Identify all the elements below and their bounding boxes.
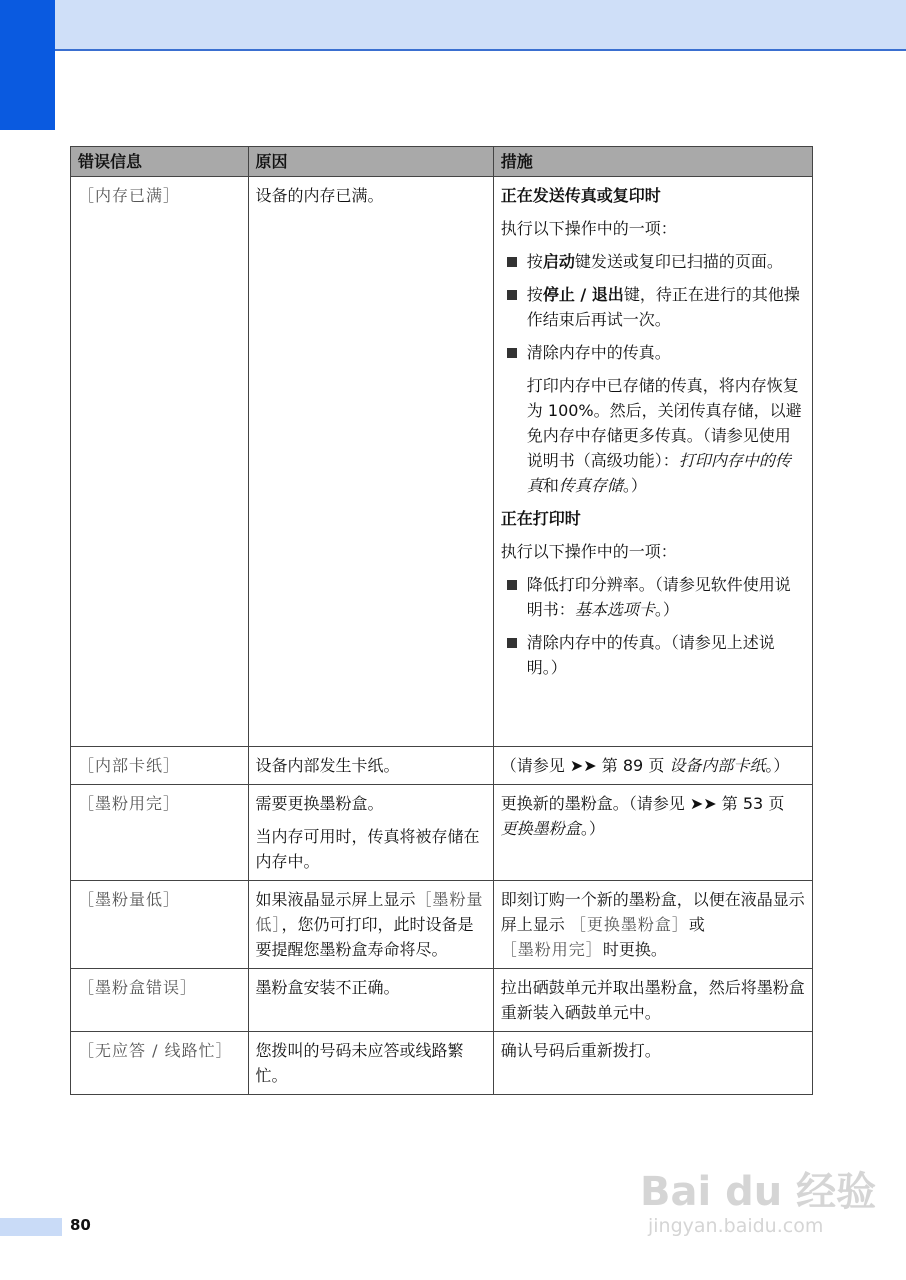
page-number: 80 xyxy=(70,1216,91,1234)
text: ，您仍可打印，此时设备是要提醒您墨粉盒寿命将尽。 xyxy=(255,915,474,959)
cause: 墨粉盒安装不正确。 xyxy=(248,969,493,1032)
bullet-item xyxy=(501,572,805,622)
lcd-message: ［更换墨粉盒］ xyxy=(569,915,689,934)
table-row xyxy=(71,969,813,1032)
bullet-item xyxy=(501,249,805,274)
table-row xyxy=(71,177,813,747)
action xyxy=(493,177,812,747)
subheading: 正在打印时 xyxy=(500,509,581,528)
text: 键发送或复印已扫描的页面。 xyxy=(574,252,783,271)
top-banner xyxy=(0,0,906,51)
subheading: 正在发送传真或复印时 xyxy=(500,186,661,205)
key-name: 启动 xyxy=(542,252,575,271)
intro: 执行以下操作中的一项： xyxy=(500,542,677,561)
key-name: 停止 / 退出 xyxy=(542,285,624,304)
text: 即刻订购一个新的墨粉盒，以便在液晶显示屏上显示 xyxy=(500,890,805,934)
cause xyxy=(248,785,493,881)
text: （请参见 ➤➤ 第 89 页 xyxy=(500,756,670,775)
text: 时更换。 xyxy=(602,940,667,959)
bullet-icon xyxy=(507,290,517,300)
intro: 执行以下操作中的一项： xyxy=(500,219,677,238)
action: 确认号码后重新拨打。 xyxy=(493,1032,812,1095)
action: 拉出硒鼓单元并取出墨粉盒，然后将墨粉盒重新装入硒鼓单元中。 xyxy=(493,969,812,1032)
text: 。） xyxy=(622,476,647,495)
error-message: ［墨粉盒错误］ xyxy=(71,969,249,1032)
table-row xyxy=(71,785,813,881)
bullet-icon xyxy=(507,580,517,590)
note xyxy=(501,373,805,498)
error-message: ［无应答 / 线路忙］ xyxy=(71,1032,249,1095)
action xyxy=(493,881,812,969)
header-cause: 原因 xyxy=(248,147,493,177)
bullet-item xyxy=(501,340,805,365)
cause: 设备的内存已满。 xyxy=(248,177,493,747)
text: 按 xyxy=(526,252,543,271)
reference-link[interactable]: 更换墨粉盒 xyxy=(500,819,581,838)
footer-bar xyxy=(0,1218,62,1236)
text: 降低打印分辨率。（请参见软件使用说明书： xyxy=(526,575,791,619)
action xyxy=(493,785,812,881)
text: 按 xyxy=(526,285,543,304)
bullet-icon xyxy=(507,348,517,358)
text: 。） xyxy=(654,600,679,619)
table-row xyxy=(71,1032,813,1095)
reference: 打印内存中的传真 xyxy=(526,451,791,495)
text: 需要更换墨粉盒。 xyxy=(255,794,384,813)
text: 打印内存中已存储的传真，将内存恢复为 100%。然后，关闭传真存储，以避免内存中存储更多传真。（请参见使用说明书（高级功能）： xyxy=(526,376,802,470)
reference: 基本选项卡 xyxy=(574,600,655,619)
cause xyxy=(248,881,493,969)
lcd-message: ［墨粉用完］ xyxy=(500,940,603,959)
text: 清除内存中的传真。 xyxy=(526,343,671,362)
text: 或 xyxy=(688,915,705,934)
header-action: 措施 xyxy=(493,147,812,177)
watermark-url: jingyan.baidu.com xyxy=(648,1215,824,1237)
bullet-icon xyxy=(507,638,517,648)
bullet-icon xyxy=(507,257,517,267)
text: 键，待正在进行的其他操作结束后再试一次。 xyxy=(526,285,800,329)
lcd-message: ［墨粉量低］ xyxy=(255,890,484,934)
cause: 设备内部发生卡纸。 xyxy=(248,747,493,785)
text: 清除内存中的传真。（请参见上述说明。） xyxy=(526,633,775,677)
table-header xyxy=(71,147,813,177)
bullet-item xyxy=(501,282,805,332)
watermark-logo: Bai du 经验 xyxy=(640,1169,877,1215)
header-error: 错误信息 xyxy=(71,147,249,177)
text: 和 xyxy=(542,476,559,495)
reference-link[interactable]: 设备内部卡纸 xyxy=(669,756,766,775)
chapter-tab xyxy=(0,0,55,130)
error-message: ［内存已满］ xyxy=(71,177,249,747)
text: 。） xyxy=(580,819,605,838)
text: 如果液晶显示屏上显示 xyxy=(255,890,416,909)
reference: 传真存储 xyxy=(558,476,623,495)
error-table xyxy=(70,146,813,1095)
table-row xyxy=(71,747,813,785)
text: 当内存可用时，传真将被存储在内存中。 xyxy=(255,827,480,871)
error-message: ［内部卡纸］ xyxy=(71,747,249,785)
error-message: ［墨粉量低］ xyxy=(71,881,249,969)
cause: 您拨叫的号码未应答或线路繁忙。 xyxy=(248,1032,493,1095)
text: 。） xyxy=(765,756,790,775)
error-message: ［墨粉用完］ xyxy=(71,785,249,881)
table-row xyxy=(71,881,813,969)
action xyxy=(493,747,812,785)
text: 更换新的墨粉盒。（请参见 ➤➤ 第 53 页 xyxy=(500,794,785,813)
bullet-item xyxy=(501,630,805,680)
